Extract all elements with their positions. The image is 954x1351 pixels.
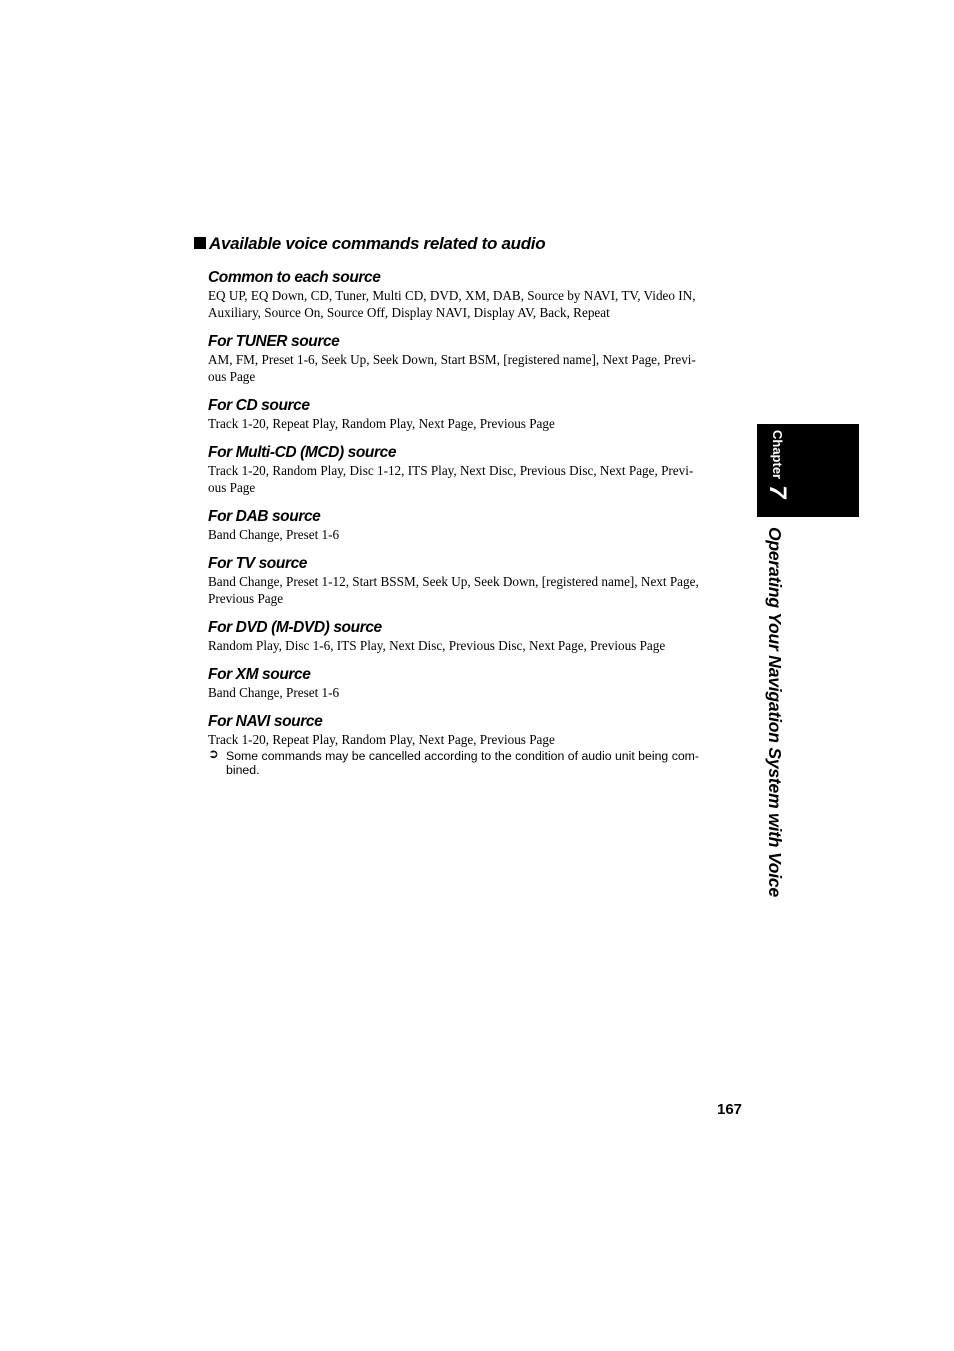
note-line: Some commands may be cancelled according to the condition of audio unit being com- bbox=[226, 749, 700, 763]
command-line: Track 1-20, Repeat Play, Random Play, Next Page, Previous Page bbox=[208, 732, 555, 747]
command-list bbox=[208, 415, 746, 432]
chapter-label bbox=[758, 430, 792, 514]
chapter-word: Chapter bbox=[770, 430, 785, 480]
section-title: For TV source bbox=[208, 555, 308, 572]
chapter-side-title-text: Operating Your Navigation System with Voice bbox=[765, 527, 785, 897]
section-title: For CD source bbox=[208, 397, 310, 414]
note bbox=[208, 749, 746, 777]
section-title: For NAVI source bbox=[208, 713, 323, 730]
section-dab bbox=[208, 507, 746, 554]
section-heading bbox=[194, 234, 545, 254]
section-title: Common to each source bbox=[208, 269, 381, 286]
section-tv bbox=[208, 554, 746, 618]
command-list bbox=[208, 351, 746, 385]
command-line: ous Page bbox=[208, 369, 256, 384]
section-title: For DAB source bbox=[208, 508, 321, 525]
chapter-number: 7 bbox=[764, 485, 791, 499]
command-sections bbox=[208, 268, 746, 777]
section-xm bbox=[208, 665, 746, 712]
note-line: bined. bbox=[226, 763, 260, 777]
command-line: Band Change, Preset 1-6 bbox=[208, 527, 340, 542]
section-title: For TUNER source bbox=[208, 333, 340, 350]
section-tuner bbox=[208, 332, 746, 396]
page-number: 167 bbox=[717, 1101, 743, 1118]
section-cd bbox=[208, 396, 746, 443]
command-line: ous Page bbox=[208, 480, 256, 495]
command-line: AM, FM, Preset 1-6, Seek Up, Seek Down, Start BSM, [registered name], Next Page, Previ- bbox=[208, 352, 696, 367]
section-title: For Multi-CD (MCD) source bbox=[208, 444, 397, 461]
command-list bbox=[208, 684, 746, 701]
note-arrow-icon: ➲ bbox=[208, 747, 219, 762]
command-line: Random Play, Disc 1-6, ITS Play, Next Disc, Previous Disc, Next Page, Previous Page bbox=[208, 638, 666, 653]
section-common bbox=[208, 268, 746, 332]
command-list bbox=[208, 637, 746, 654]
command-line: Band Change, Preset 1-12, Start BSSM, Seek Up, Seek Down, [registered name], Next Page, bbox=[208, 574, 699, 589]
section-heading-text: Available voice commands related to audio bbox=[209, 234, 546, 253]
command-list bbox=[208, 287, 746, 321]
command-line: EQ UP, EQ Down, CD, Tuner, Multi CD, DVD, XM, DAB, Source by NAVI, TV, Video IN, bbox=[208, 288, 696, 303]
command-list bbox=[208, 462, 746, 496]
command-list bbox=[208, 573, 746, 607]
command-list bbox=[208, 731, 746, 748]
command-line: Band Change, Preset 1-6 bbox=[208, 685, 340, 700]
section-title: For XM source bbox=[208, 666, 311, 683]
command-line: Previous Page bbox=[208, 591, 284, 606]
command-list bbox=[208, 526, 746, 543]
section-dvd bbox=[208, 618, 746, 665]
command-line: Auxiliary, Source On, Source Off, Display NAVI, Display AV, Back, Repeat bbox=[208, 305, 610, 320]
section-title: For DVD (M-DVD) source bbox=[208, 619, 382, 636]
square-bullet-icon bbox=[194, 237, 206, 249]
chapter-side-title bbox=[760, 527, 790, 937]
section-multi-cd bbox=[208, 443, 746, 507]
section-navi bbox=[208, 712, 746, 748]
command-line: Track 1-20, Random Play, Disc 1-12, ITS Play, Next Disc, Previous Disc, Next Page, Previ- bbox=[208, 463, 694, 478]
command-line: Track 1-20, Repeat Play, Random Play, Next Page, Previous Page bbox=[208, 416, 555, 431]
